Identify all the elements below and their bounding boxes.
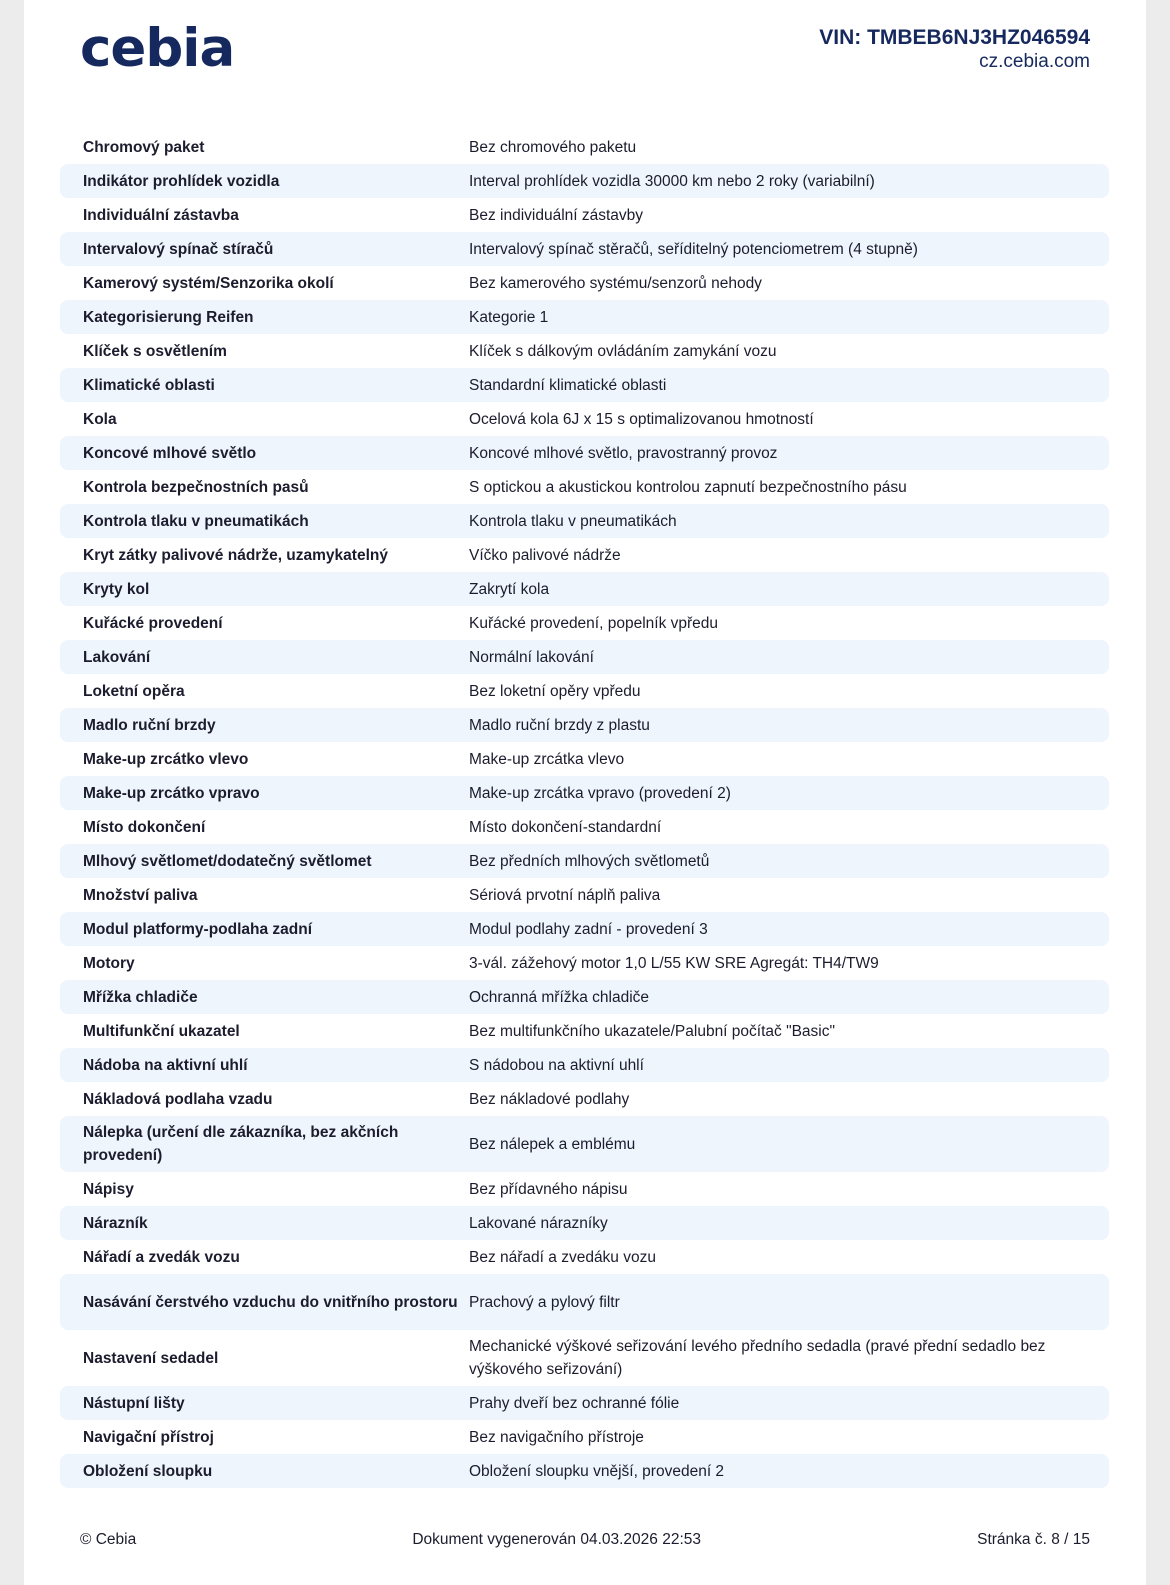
row-value: Ochranná mřížka chladiče (469, 988, 650, 1006)
row-label: Chromový paket (83, 138, 205, 156)
table-row (60, 606, 1109, 640)
row-label: Individuální zástavba (83, 206, 239, 224)
row-label: Motory (83, 954, 135, 972)
row-label: Kategorisierung Reifen (83, 308, 254, 326)
row-value: Standardní klimatické oblasti (469, 376, 667, 394)
row-label: Kuřácké provedení (83, 614, 223, 632)
table-row (60, 266, 1109, 300)
website-url: cz.cebia.com (979, 51, 1090, 72)
row-label: Mlhový světlomet/dodatečný světlomet (83, 852, 372, 870)
row-label: Nasávání čerstvého vzduchu do vnitřního prostoru (83, 1293, 458, 1311)
row-label: Intervalový spínač stíračů (83, 240, 274, 258)
row-value: Obložení sloupku vnější, provedení 2 (469, 1462, 725, 1480)
row-label: Loketní opěra (83, 682, 185, 700)
row-label: Kontrola tlaku v pneumatikách (83, 512, 309, 530)
table-row (60, 1116, 1109, 1172)
row-label: Lakování (83, 648, 151, 666)
row-value: Mechanické výškové seřizování levého předního sedadla (pravé přední sedadlo bez výškového seřizování) (469, 1338, 1046, 1378)
row-value: Bez nářadí a zvedáku vozu (469, 1248, 656, 1266)
row-value: Klíček s dálkovým ovládáním zamykání vozu (469, 342, 777, 360)
row-label: Kryt zátky palivové nádrže, uzamykatelný (83, 546, 388, 564)
table-row (60, 470, 1109, 504)
table-row (60, 164, 1109, 198)
table-row (60, 810, 1109, 844)
table-row (60, 912, 1109, 946)
row-label: Množství paliva (83, 886, 198, 904)
row-label: Navigační přístroj (83, 1428, 214, 1446)
row-label: Multifunkční ukazatel (83, 1022, 240, 1040)
equipment-table (60, 130, 1109, 1488)
row-value: Zakrytí kola (469, 580, 550, 598)
row-value: Bez přídavného nápisu (469, 1180, 628, 1198)
table-row (60, 980, 1109, 1014)
table-row (60, 300, 1109, 334)
row-label: Kontrola bezpečnostních pasů (83, 478, 309, 496)
table-row (60, 368, 1109, 402)
row-value: Koncové mlhové světlo, pravostranný provoz (469, 444, 778, 462)
row-value: Normální lakování (469, 648, 594, 666)
table-row (60, 640, 1109, 674)
table-row (60, 844, 1109, 878)
copyright: © Cebia (80, 1531, 137, 1548)
row-label: Nápisy (83, 1180, 134, 1198)
row-label: Nárazník (83, 1214, 148, 1232)
cebia-logo: cebia (80, 18, 235, 79)
row-value: Kuřácké provedení, popelník vpředu (469, 614, 719, 632)
page-number: Stránka č. 8 / 15 (977, 1531, 1090, 1548)
table-row (60, 776, 1109, 810)
row-label: Nákladová podlaha vzadu (83, 1090, 273, 1108)
table-row (60, 572, 1109, 606)
vin-number: VIN: TMBEB6NJ3HZ046594 (819, 26, 1090, 49)
row-value: Prahy dveří bez ochranné fólie (469, 1394, 680, 1412)
row-value: Lakované nárazníky (469, 1214, 608, 1232)
row-value: Prachový a pylový filtr (469, 1293, 620, 1311)
row-value: Modul podlahy zadní - provedení 3 (469, 920, 708, 938)
row-value: Bez loketní opěry vpředu (469, 682, 641, 700)
row-value: Ocelová kola 6J x 15 s optimalizovanou hmotností (469, 410, 814, 428)
table-row (60, 1048, 1109, 1082)
table-row (60, 674, 1109, 708)
page-footer (80, 1531, 1090, 1549)
row-label: Make-up zrcátko vpravo (83, 784, 260, 802)
row-value: Bez kamerového systému/senzorů nehody (469, 274, 762, 292)
row-value: Madlo ruční brzdy z plastu (469, 716, 650, 734)
table-row (60, 878, 1109, 912)
table-row (60, 402, 1109, 436)
row-value: Make-up zrcátka vpravo (provedení 2) (469, 784, 731, 802)
table-row (60, 1330, 1109, 1386)
row-label: Nastavení sedadel (83, 1349, 219, 1367)
table-row (60, 1274, 1109, 1330)
generated-date: Dokument vygenerován 04.03.2026 22:53 (412, 1531, 702, 1548)
table-row (60, 334, 1109, 368)
header-info (819, 26, 1090, 74)
table-row (60, 130, 1109, 164)
row-label: Kamerový systém/Senzorika okolí (83, 274, 334, 292)
table-row (60, 1206, 1109, 1240)
row-value: S optickou a akustickou kontrolou zapnutí bezpečnostního pásu (469, 478, 907, 496)
table-row (60, 1420, 1109, 1454)
row-value: Kontrola tlaku v pneumatikách (469, 512, 677, 530)
table-row (60, 436, 1109, 470)
table-row (60, 504, 1109, 538)
table-row (60, 946, 1109, 980)
row-label: Kola (83, 410, 117, 428)
row-label: Klíček s osvětlením (83, 342, 227, 360)
table-row (60, 198, 1109, 232)
row-label: Madlo ruční brzdy (83, 716, 216, 734)
table-row (60, 1172, 1109, 1206)
row-value: Interval prohlídek vozidla 30000 km nebo 2 roky (variabilní) (469, 172, 875, 190)
table-row (60, 708, 1109, 742)
row-value: Bez nálepek a emblému (469, 1135, 636, 1153)
row-label: Kryty kol (83, 580, 150, 598)
row-label: Klimatické oblasti (83, 376, 215, 394)
row-value: Bez individuální zástavby (469, 206, 644, 224)
row-value: Bez chromového paketu (469, 138, 637, 156)
table-row (60, 1386, 1109, 1420)
row-value: Sériová prvotní náplň paliva (469, 886, 661, 904)
row-value: Kategorie 1 (469, 308, 549, 326)
table-row (60, 538, 1109, 572)
row-value: Bez multifunkčního ukazatele/Palubní počítač "Basic" (469, 1022, 835, 1040)
table-row (60, 1240, 1109, 1274)
row-value: Víčko palivové nádrže (469, 546, 621, 564)
row-value: 3-vál. zážehový motor 1,0 L/55 KW SRE Agregát: TH4/TW9 (469, 954, 879, 972)
row-label: Modul platformy-podlaha zadní (83, 920, 313, 938)
table-row (60, 1454, 1109, 1488)
row-label: Mřížka chladiče (83, 988, 198, 1006)
row-value: Bez předních mlhových světlometů (469, 852, 710, 870)
row-value: Bez nákladové podlahy (469, 1090, 630, 1108)
row-value: Místo dokončení-standardní (469, 818, 662, 836)
row-label: Nádoba na aktivní uhlí (83, 1056, 248, 1074)
row-label: Koncové mlhové světlo (83, 444, 257, 462)
row-value: Bez navigačního přístroje (469, 1428, 644, 1446)
table-row (60, 1014, 1109, 1048)
row-label: Make-up zrcátko vlevo (83, 750, 249, 768)
table-row (60, 1082, 1109, 1116)
row-label: Místo dokončení (83, 818, 206, 836)
row-label: Indikátor prohlídek vozidla (83, 172, 280, 190)
row-value: Make-up zrcátka vlevo (469, 750, 625, 768)
row-value: Intervalový spínač stěračů, seříditelný potenciometrem (4 stupně) (469, 240, 918, 258)
row-label: Nástupní lišty (83, 1394, 185, 1412)
row-label: Nálepka (určení dle zákazníka, bez akčních provedení) (83, 1124, 399, 1164)
row-label: Obložení sloupku (83, 1462, 213, 1480)
row-value: S nádobou na aktivní uhlí (469, 1056, 644, 1074)
row-label: Nářadí a zvedák vozu (83, 1248, 240, 1266)
table-row (60, 232, 1109, 266)
table-row (60, 742, 1109, 776)
document-page (24, 0, 1146, 1585)
